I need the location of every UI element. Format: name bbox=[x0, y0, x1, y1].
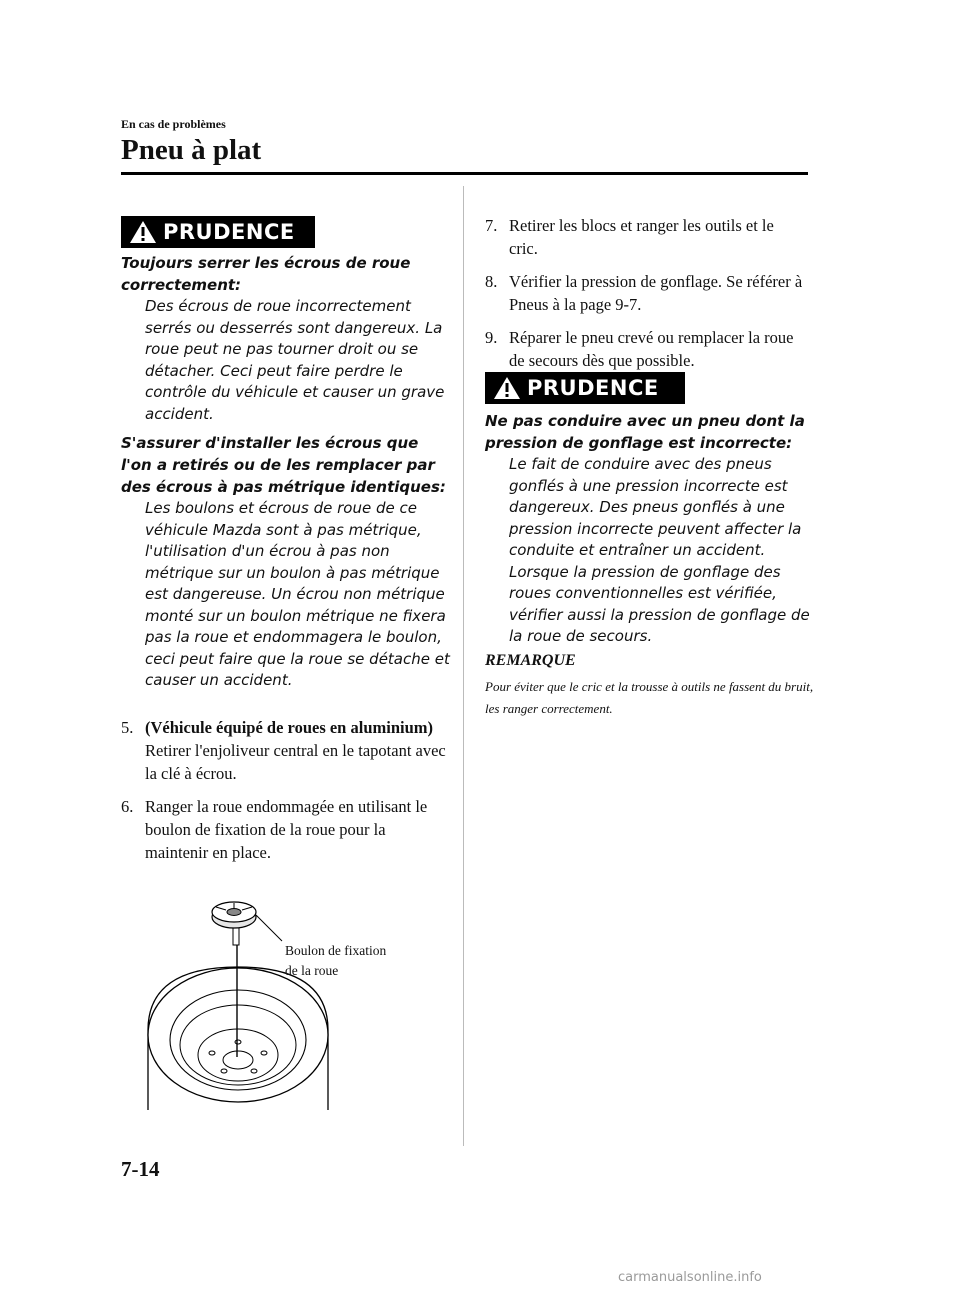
step-text: Retirer les blocs et ranger les outils et le cric. bbox=[509, 216, 774, 258]
watermark: carmanualsonline.info bbox=[618, 1270, 762, 1285]
page-number: 7-14 bbox=[121, 1157, 160, 1181]
step-6 bbox=[121, 795, 451, 864]
step-text: Retirer l'enjoliveur central en le tapotant avec la clé à écrou. bbox=[145, 741, 446, 783]
title-rule bbox=[121, 172, 808, 175]
callout-line-2: de la roue bbox=[285, 963, 339, 978]
caution-title: S'assurer d'installer les écrous que l'on a retirés ou de les remplacer par des écrous à pas métrique identiques: bbox=[121, 434, 446, 496]
warning-triangle-icon bbox=[129, 220, 157, 244]
caution-banner-left bbox=[121, 216, 315, 248]
step-9 bbox=[485, 326, 805, 372]
section-header: En cas de problèmes bbox=[121, 117, 226, 131]
page-title: Pneu à plat bbox=[121, 134, 262, 166]
step-8 bbox=[485, 270, 805, 316]
caution-block-1 bbox=[121, 252, 451, 425]
figure-callout bbox=[285, 941, 386, 981]
step-7 bbox=[485, 214, 805, 260]
callout-line-1: Boulon de fixation bbox=[285, 943, 387, 958]
step-condition: (Véhicule équipé de roues en aluminium) bbox=[145, 718, 434, 737]
step-text: Réparer le pneu crevé ou remplacer la roue de secours dès que possible. bbox=[509, 328, 794, 370]
caution-label: PRUDENCE bbox=[163, 220, 295, 244]
caution-body: Les boulons et écrous de roue de ce véhicule Mazda sont à pas métrique, l'utilisation d'un écrou à pas non métrique sur un boulon à pas métrique est dangereuse. Un écrou non métrique monté sur un boulon métrique ne fixera pas la roue et endommagera le boulon, ceci peut faire que la roue se détache et causer un accident. bbox=[145, 499, 450, 689]
step-number: 6. bbox=[121, 797, 134, 816]
caution-body: Des écrous de roue incorrectement serrés ou desserrés sont dangereux. La roue peut ne pas tourner droit ou se détacher. Ceci peut faire perdre le contrôle du véhicule et causer un grave accident. bbox=[145, 297, 445, 423]
step-number: 9. bbox=[485, 328, 498, 347]
steps-left bbox=[121, 716, 451, 864]
caution-body: Le fait de conduire avec des pneus gonflés à une pression incorrecte est dangereux. Des pneus gonflés à une pression incorrecte peuvent affecter la conduite et entraîner un accident. Lorsque la pression de gonflage des roues conventionnelles est vérifiée, vérifier aussi la pression de gonflage de la roue de secours. bbox=[509, 455, 810, 645]
caution-banner-right bbox=[485, 372, 685, 404]
step-5 bbox=[121, 716, 451, 785]
step-number: 7. bbox=[485, 216, 498, 235]
caution-title: Ne pas conduire avec un pneu dont la pression de gonflage est incorrecte: bbox=[485, 412, 805, 452]
warning-triangle-icon bbox=[493, 376, 521, 400]
remark-heading: REMARQUE bbox=[485, 652, 576, 669]
step-text: Ranger la roue endommagée en utilisant le boulon de fixation de la roue pour la maintenir en place. bbox=[145, 797, 428, 862]
caution-title: Toujours serrer les écrous de roue correctement: bbox=[121, 254, 411, 294]
step-number: 5. bbox=[121, 718, 134, 737]
caution-label: PRUDENCE bbox=[527, 376, 659, 400]
column-divider bbox=[463, 186, 464, 1146]
caution-block-2 bbox=[121, 432, 451, 692]
spare-wheel-illustration bbox=[140, 895, 340, 1115]
step-number: 8. bbox=[485, 272, 498, 291]
remark-text: Pour éviter que le cric et la trousse à outils ne fassent du bruit, les ranger correctement. bbox=[485, 679, 814, 716]
step-text: Vérifier la pression de gonflage. Se référer à Pneus à la page 9-7. bbox=[509, 272, 803, 314]
caution-block-3 bbox=[485, 410, 815, 648]
steps-right bbox=[485, 214, 805, 372]
